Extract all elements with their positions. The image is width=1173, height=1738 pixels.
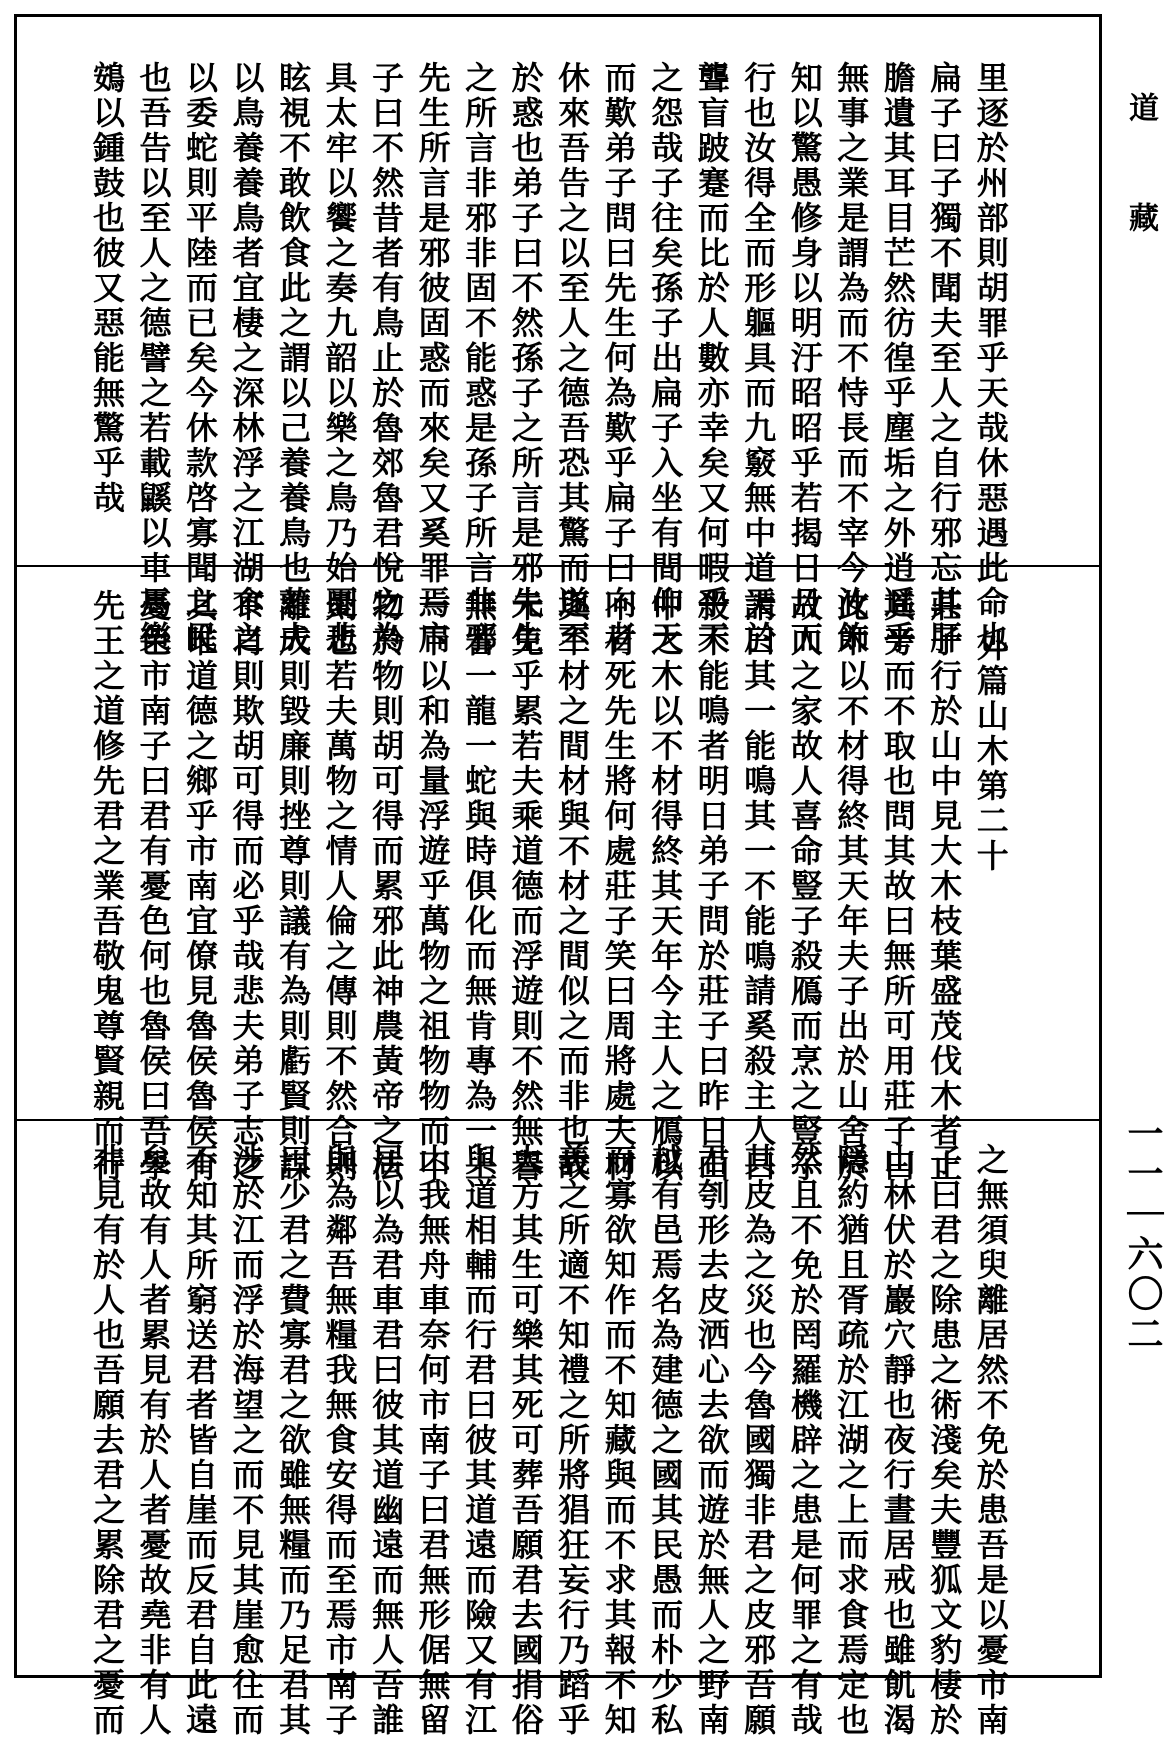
- column-group: [88, 1143, 1010, 1738]
- text-column: 與為鄰吾無糧我無食安得而至焉市南子: [320, 1143, 359, 1738]
- text-column: 非見有於人也吾願去君之累除君之憂而: [88, 1143, 126, 1738]
- text-column: 離成則毀廉則挫尊則議有為則虧賢則謀: [274, 589, 313, 1184]
- text-column: 憂色市南子曰君有憂色何也魯侯曰吾學: [134, 589, 173, 1184]
- text-band-top: [17, 17, 1099, 656]
- text-column: 與不材之間材與不材之間似之而非也故: [553, 589, 592, 1184]
- text-column: 子曰不然昔者有鳥止於魯郊魯君悅之為: [367, 61, 406, 656]
- text-column: 山我無舟車奈何市南子曰君無形倨無留: [413, 1143, 452, 1738]
- text-column: 矣故有人者累見有於人者憂故堯非有人: [134, 1143, 173, 1738]
- text-column: 具太牢以饗之奏九韶以樂之鳥乃始憂悲: [320, 61, 359, 656]
- text-column: 之怨哉子往矣孫子出扁子入坐有間仰天: [646, 61, 685, 656]
- text-column: 其皮為之災也今魯國獨非君之皮邪吾願: [739, 1143, 778, 1738]
- page-number: 一一｜六〇二: [1122, 1115, 1164, 1355]
- text-column: 隱約猶且胥疏於江湖之上而求食焉定也: [832, 1143, 871, 1738]
- text-column: 一下以和為量浮遊乎萬物之祖物物而不: [413, 589, 452, 1184]
- text-column: 子曰君之除患之術淺矣夫豐狐文豹棲於: [925, 1143, 964, 1738]
- text-column: 行也汝得全而形軀具而九竅無中道天於: [739, 61, 778, 656]
- text-column: 君刳形去皮洒心去欲而遊於無人之野南: [692, 1143, 731, 1738]
- text-column: 故人之家故人喜命豎子殺鴈而烹之豎子: [785, 589, 824, 1184]
- collection-label: 道藏: [1123, 92, 1158, 312]
- text-column: 此木以不材得終其天年夫子出於山舍於: [832, 589, 871, 1184]
- text-column: 而寡欲知作而不知藏與而不求其報不知: [599, 1143, 638, 1738]
- text-column: 眩視不敢飲食此之謂以己養養鳥也若夫: [274, 61, 313, 656]
- text-column: 鴳以鍾鼓也彼又惡能無驚乎哉: [88, 61, 126, 516]
- text-band-bottom: [17, 1119, 1099, 1738]
- text-column: 休來吾告之以至人之德吾恐其驚而遂至: [553, 61, 592, 656]
- text-column: 膽遺其耳目芒然彷徨乎塵垢之外逍遥乎: [878, 61, 917, 656]
- text-column: 無事之業是謂為而不恃長而不宰今汝飾: [832, 61, 871, 656]
- column-group: [88, 589, 1010, 1184]
- text-column: 物於物則胡可得而累邪此神農黃帝之法: [367, 589, 406, 1184]
- text-column: 以鳥養養鳥者宜棲之深林浮之江湖食之: [227, 61, 266, 656]
- text-column: 莊子行於山中見大木枝葉盛茂伐木者止: [925, 589, 964, 1184]
- text-column: 越有邑焉名為建德之國其民愚而朴少私: [646, 1143, 685, 1738]
- text-column: 其旁而不取也問其故曰無所可用莊子曰: [878, 589, 917, 1184]
- page-frame: [14, 14, 1102, 1738]
- text-column: 而歎弟子問曰先生何為歎乎扁子曰向者: [599, 61, 638, 656]
- text-column: 其唯道德之鄉乎市南宜僚見魯侯魯侯有: [181, 589, 220, 1184]
- text-column: 然且不免於罔羅機辟之患是何罪之有哉: [785, 1143, 824, 1738]
- text-column: 則也若夫萬物之情人倫之傳則不然合則: [320, 589, 359, 1184]
- text-column: 知以驚愚修身以明汙昭昭乎若揭日月而: [785, 61, 824, 656]
- text-column: 也吾告以至人之德譬之若載鼷以車馬樂: [134, 61, 173, 656]
- text-column: 與道相輔而行君曰彼其道遠而險又有江: [460, 1143, 499, 1738]
- text-column: 不知其所窮送君者皆自崖而反君自此遠: [181, 1143, 220, 1738]
- text-column: 中之木以不材得終其天年今主人之鴈以: [646, 589, 685, 1184]
- text-column: 大方其生可樂其死可葬吾願君去國捐俗: [506, 1143, 545, 1738]
- text-column: 之所言非邪非固不能惑是孫子所言非邪: [460, 61, 499, 656]
- text-column: 之無須臾離居然不免於患吾是以憂市南: [971, 1143, 1010, 1738]
- text-column: 不肖則欺胡可得而必乎哉悲夫弟子志之: [227, 589, 266, 1184]
- text-column: 以委蛇則平陸而已矣今休款啓寡聞之民: [181, 61, 220, 656]
- text-column: 先王之道修先君之業吾敬鬼尊賢親而行: [88, 589, 126, 1184]
- text-column: 殺不能鳴者明日弟子問於莊子曰昨日山: [692, 589, 731, 1184]
- chapter-title: 外篇山木第二十: [971, 629, 1010, 874]
- text-column: 請曰其一能鳴其一不能鳴請奚殺主人曰: [739, 589, 778, 1184]
- text-column: 曰少君之費寡君之欲雖無糧而乃足君其: [274, 1143, 313, 1738]
- text-column: 涉於江而浮於海望之而不見其崖愈往而: [227, 1143, 266, 1738]
- text-column: 山林伏於巖穴靜也夜行晝居戒也雖飢渴: [878, 1143, 917, 1738]
- text-column: 不材死先生將何處莊子笑曰周將處夫材: [599, 589, 638, 1184]
- column-group: [88, 61, 1010, 656]
- text-column: 未免乎累若夫乘道德而浮遊則不然無譽: [506, 589, 545, 1184]
- text-column: 扁子曰子獨不聞夫至人之自行邪忘其肝: [925, 61, 964, 656]
- text-band-middle: [17, 565, 1099, 1184]
- text-column: 先生所言是邪彼固惑而來矣又奚罪焉扁: [413, 61, 452, 656]
- text-column: 聾盲跛蹇而比於人數亦幸矣又何暇乎天: [692, 61, 731, 656]
- text-column: 居以為君車君曰彼其道幽遠而無人吾誰: [367, 1143, 406, 1738]
- text-column: 無訾一龍一蛇與時俱化而無肯專為一上: [460, 589, 499, 1184]
- text-column: 義之所適不知禮之所將猖狂妄行乃蹈乎: [553, 1143, 592, 1738]
- text-column: 里逐於州部則胡罪乎天哉休惡遇此命也: [971, 61, 1010, 656]
- text-column: 於惑也弟子曰不然孫子之所言是邪先生: [506, 61, 545, 656]
